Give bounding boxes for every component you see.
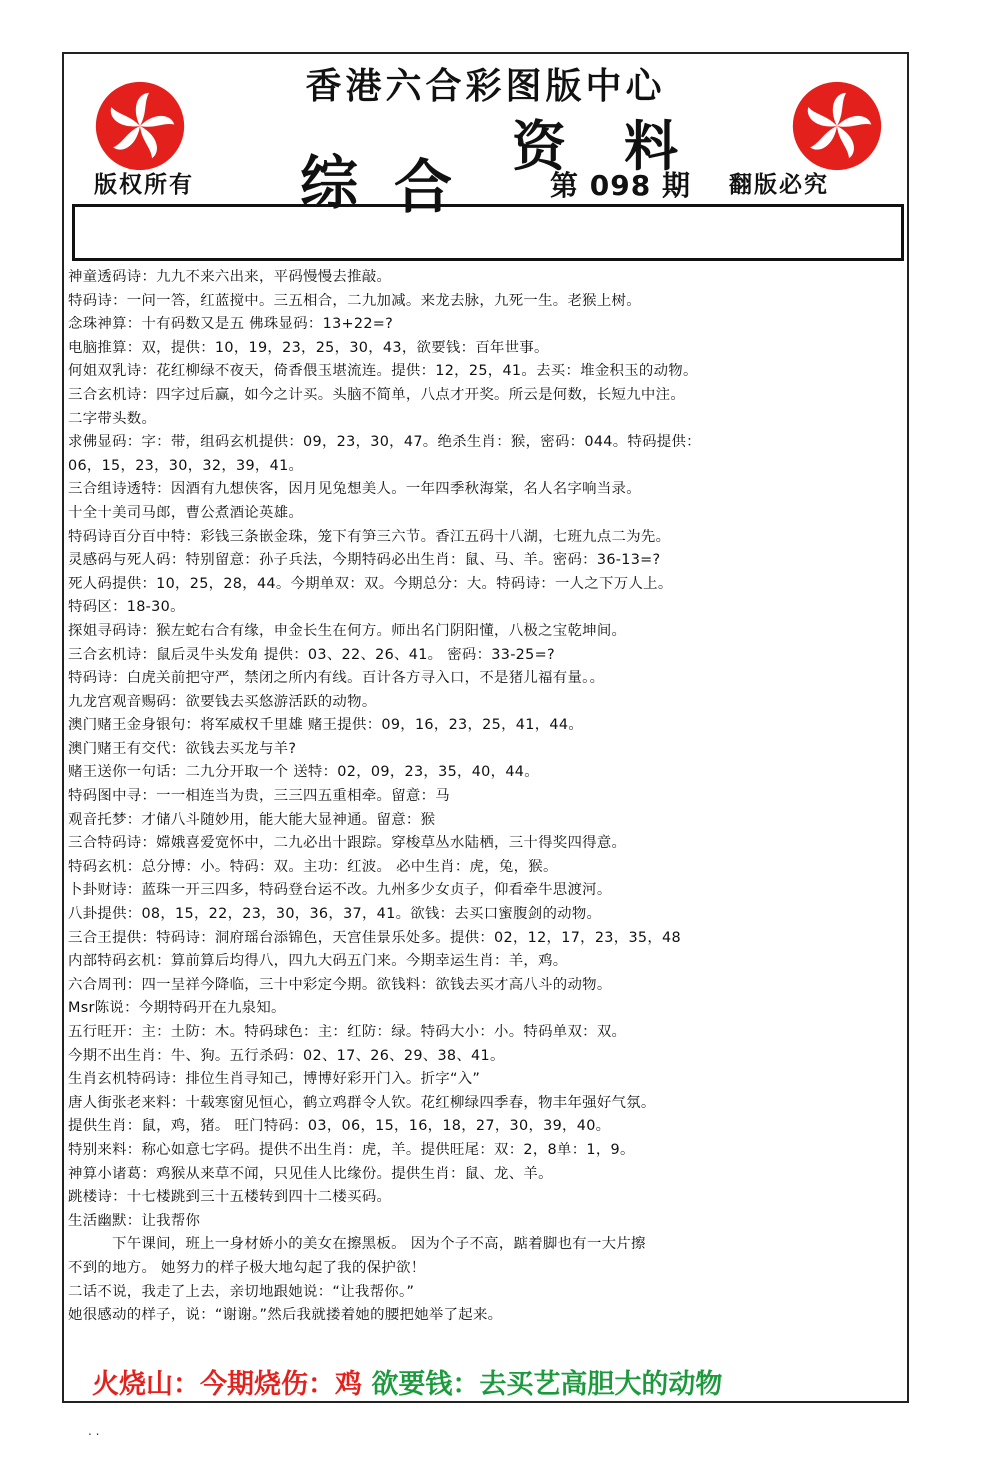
info-line: 探姐寻码诗：猴左蛇右合有缘，申金长生在何方。师出名门阴阳懂，八极之宝乾坤间。	[68, 622, 627, 639]
info-line: 跳楼诗：十七楼跳到三十五楼转到四十二楼买码。	[68, 1189, 392, 1206]
info-line: Msr陈说：今期特码开在九泉知。	[68, 1000, 286, 1017]
info-line: 唐人街张老来料：十载寒窗见恒心，鹤立鸡群令人钦。花红柳绿四季春，物丰年强好气氛。	[68, 1094, 656, 1111]
footer-banner	[92, 1362, 722, 1401]
content-body	[68, 266, 902, 1328]
info-line: 特码玄机：总分博：小。特码：双。主功：红波。 必中生肖：虎，兔，猴。	[68, 858, 558, 875]
info-line: 特码区：18-30。	[68, 599, 185, 616]
info-line: 电脑推算：双，提供：10，19，23，25，30，43，欲要钱：百年世事。	[68, 339, 549, 356]
info-line: 八卦提供：08，15，22，23，30，36，37，41。欲钱：去买口蜜腹剑的动物。	[68, 906, 602, 923]
info-line: 内部特码玄机：算前算后均得八，四九大码五门来。今期幸运生肖：羊，鸡。	[68, 953, 568, 970]
info-line: 06，15，23，30，32，39，41。	[68, 457, 304, 474]
info-line: 澳门赌王金身银句：将军威权千里雄 赌王提供：09，16，23，25，41，44。	[68, 717, 583, 734]
info-line: 六合周刊：四一呈祥今降临，三十中彩定今期。欲钱料：欲钱去买才高八斗的动物。	[68, 976, 612, 993]
info-line: 三合特码诗：嫦娥喜爱宽怀中，二九必出十跟踪。穿梭草丛水陆栖，三十得奖四得意。	[68, 835, 627, 852]
info-line: 生活幽默：让我帮你	[68, 1212, 201, 1229]
big-title-char: 合	[394, 153, 453, 221]
big-title-char: 综	[300, 149, 359, 217]
info-line: 何姐双乳诗：花红柳绿不夜天，倚香偎玉堪流连。提供：12，25，41。去买：堆金积玉的动物。	[68, 363, 698, 380]
info-line: 五行旺开：主：土防：木。特码球色：主：红防：绿。特码大小：小。特码单双：双。	[68, 1024, 627, 1040]
info-line: 求佛显码：字：带，组码玄机提供：09，23，30，47。绝杀生肖：猴，密码：044。特码提供：	[68, 434, 701, 451]
info-line: 生肖玄机特码诗：排位生肖寻知己，博博好彩开门入。折字“入”	[68, 1071, 481, 1088]
info-line: 特码诗百分百中特：彩钱三条嵌金珠，笼下有笋三六节。香江五码十八湖，七班九点二为先。	[68, 528, 671, 545]
big-title-char: 料	[624, 114, 678, 178]
info-line: 死人码提供：10，25，28，44。今期单双：双。今期总分：大。特码诗：一人之下万人上。	[68, 575, 673, 592]
info-line: 特码诗：一问一答，红蓝搅中。三五相合，二九加减。来龙去脉，九死一生。老猴上树。	[68, 292, 641, 309]
info-line: 神童透码诗：九九不来六出来，平码慢慢去推敲。	[68, 269, 392, 285]
info-line: 十全十美司马郎，曹公煮酒论英雄。	[68, 504, 304, 521]
info-line: 神算小诸葛：鸡猴从来草不闻，只见佳人比缘份。提供生肖：鼠、龙、羊。	[68, 1165, 553, 1182]
issue-number: 第 098 期	[550, 169, 691, 202]
site-title: 香港六合彩图版中心	[305, 66, 666, 107]
info-line: 三合玄机诗：鼠后灵牛头发角 提供：03、22、26、41。 密码：33-25=?	[68, 646, 555, 663]
header	[64, 54, 907, 221]
info-line: 提供生肖：鼠，鸡，猪。 旺门特码：03，06，15，16，18，27，30，39，40。	[68, 1118, 611, 1135]
footer-fire-mountain: 火烧山：今期烧伤：鸡	[92, 1369, 362, 1400]
info-line: 念珠神算：十有码数又是五 佛珠显码：13+22=?	[68, 316, 394, 333]
info-line: 特码诗：白虎关前把守严，禁闭之所内有线。百计各方寻入口，不是猪儿福有量。。	[68, 670, 605, 687]
info-lines	[68, 266, 902, 1233]
info-line: 三合王提供：特码诗：洞府瑶台添锦色，天宫佳景乐处多。提供：02，12，17，23，35，48	[68, 929, 681, 946]
info-line: 三合玄机诗：四字过后赢，如今之计买。头脑不简单，八点才开奖。所云是何数，长短九中注。	[68, 386, 686, 403]
corner-dots: . .	[88, 1424, 100, 1438]
footer-buy-hint: 欲要钱：去买艺高胆大的动物	[362, 1369, 723, 1400]
story-line: 她很感动的样子，说：“谢谢。”然后我就搂着她的腰把她举了起来。	[68, 1307, 503, 1324]
info-line: 二字带头数。	[68, 410, 157, 427]
info-line: 澳门赌王有交代：欲钱去买龙与羊?	[68, 740, 297, 757]
humor-story	[68, 1233, 902, 1327]
info-line: 今期不出生肖：牛、狗。五行杀码：02、17、26、29、38、41。	[68, 1047, 505, 1064]
copyright-left: 版权所有	[94, 172, 194, 198]
info-line: 特码图中寻：一一相连当为贵，三三四五重相牵。留意：马	[68, 788, 450, 805]
story-line: 不到的地方。 她努力的样子极大地勾起了我的保护欲！	[68, 1259, 426, 1276]
info-line: 特别来料：称心如意七字码。提供不出生肖：虎，羊。提供旺尾：双：2，8单：1，9。	[68, 1141, 635, 1158]
story-line: 二话不说，我走了上去，亲切地跟她说：“让我帮你。”	[68, 1283, 415, 1300]
info-line: 灵感码与死人码：特别留意：孙子兵法，今期特码必出生肖：鼠、马、羊。密码：36-13=?	[68, 552, 661, 569]
info-line: 观音托梦：才储八斗随妙用，能大能大显神通。留意：猴	[68, 811, 436, 828]
copyright-right: 翻版必究	[729, 172, 829, 198]
story-line: 下午课间，班上一身材娇小的美女在擦黑板。 因为个子不高，踮着脚也有一大片擦	[112, 1236, 646, 1253]
info-line: 卜卦财诗：蓝珠一开三四多，特码登台运不改。九州多少女贞子，仰看牵牛思渡河。	[68, 882, 612, 899]
info-line: 三合组诗透特：因酒有九想侠客，因月见兔想美人。一年四季秋海棠，名人名字响当录。	[68, 481, 641, 498]
info-line: 赌王送你一句话：二九分开取一个 送特：02，09，23，35，40，44。	[68, 764, 539, 781]
big-title-char: 资	[512, 114, 566, 178]
blank-banner-box	[72, 204, 904, 261]
info-line: 九龙宫观音赐码：欲要钱去买悠游活跃的动物。	[68, 693, 377, 710]
